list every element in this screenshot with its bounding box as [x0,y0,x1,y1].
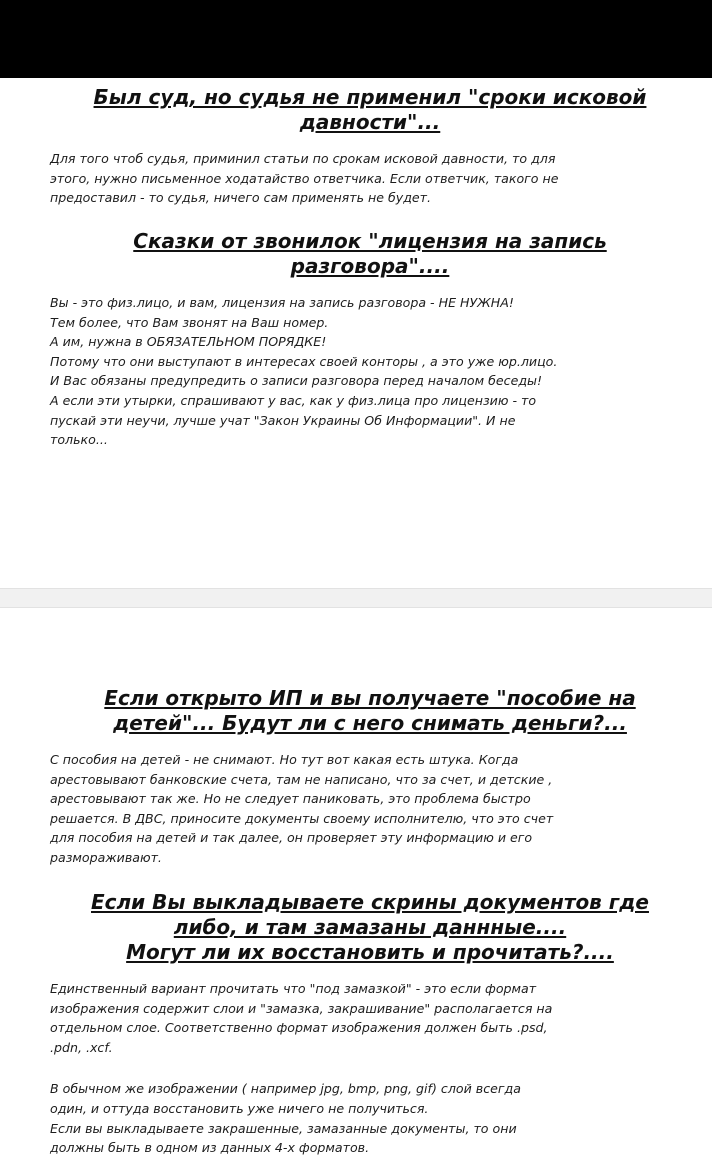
section-heading: Был суд, но судья не применил "сроки исковой давности"... [93,85,647,134]
section-statute-of-limitations [50,85,690,208]
page-separator [0,588,712,608]
section-recording-license [50,229,690,450]
top-black-bar [0,0,712,78]
section-paragraph: С пособия на детей - не снимают. Но тут вот какая есть штука. Когда арестовывают банковские счета, там не написано, что за счет, и детские , арестовывают так же. Но не следует паниковать, это проблема быстро решается. В ДВС, приносите документы своему исполнителю, что это счет для пособия на детей и так далее, он проверяет эту информацию и его размораживают. [50,752,554,865]
section-heading: Сказки от звонилок "лицензия на запись разговора".... [133,229,607,278]
section-heading: Если открыто ИП и вы получаете "пособие на детей"... Будут ли с него снимать деньги?... [104,686,636,735]
section-child-benefit [50,686,690,868]
section-heading: Если Вы выкладываете скрины документов где либо, и там замазаны даннные.... Могут ли их восстановить и прочитать?.... [91,890,649,964]
section-redacted-screenshots [50,890,690,1158]
section-paragraph: Единственный вариант прочитать что "под замазкой" - это если формат изображения содержит слои и "замазка, закрашивание" располагается на отдельном слое. Соответственно формат изображения должен быть .psd, .pdn, .xcf. [50,981,553,1055]
section-paragraph: Для того чтоб судья, приминил статьи по срокам исковой давности, то для этого, нужно письменное ходатайство ответчика. Если ответчик, такого не предоставил - то судья, ничего сам применять не будет. [50,151,559,206]
section-paragraph: В обычном же изображении ( например jpg, bmp, png, gif) слой всегда один, и оттуда восстановить уже ничего не получиться. Если вы выкладываете закрашенные, замазанные документы, то они должны быть в одном из данных 4-х форматов. [50,1081,521,1156]
section-paragraph: Вы - это физ.лицо, и вам, лицензия на запись разговора - НЕ НУЖНА! Тем более, что Вам звонят на Ваш номер. А им, нужна в ОБЯЗАТЕЛЬНОМ ПОРЯДКЕ! Потому что они выступают в интересах своей конторы , а это уже юр.лицо. И Вас обязаны предупредить о записи разговора перед началом беседы! А если эти утырки, спрашивают у вас, как у физ.лица про лицензию - то пускай эти неучи, лучше учат "Закон Украины Об Информации". И не только... [50,295,558,448]
